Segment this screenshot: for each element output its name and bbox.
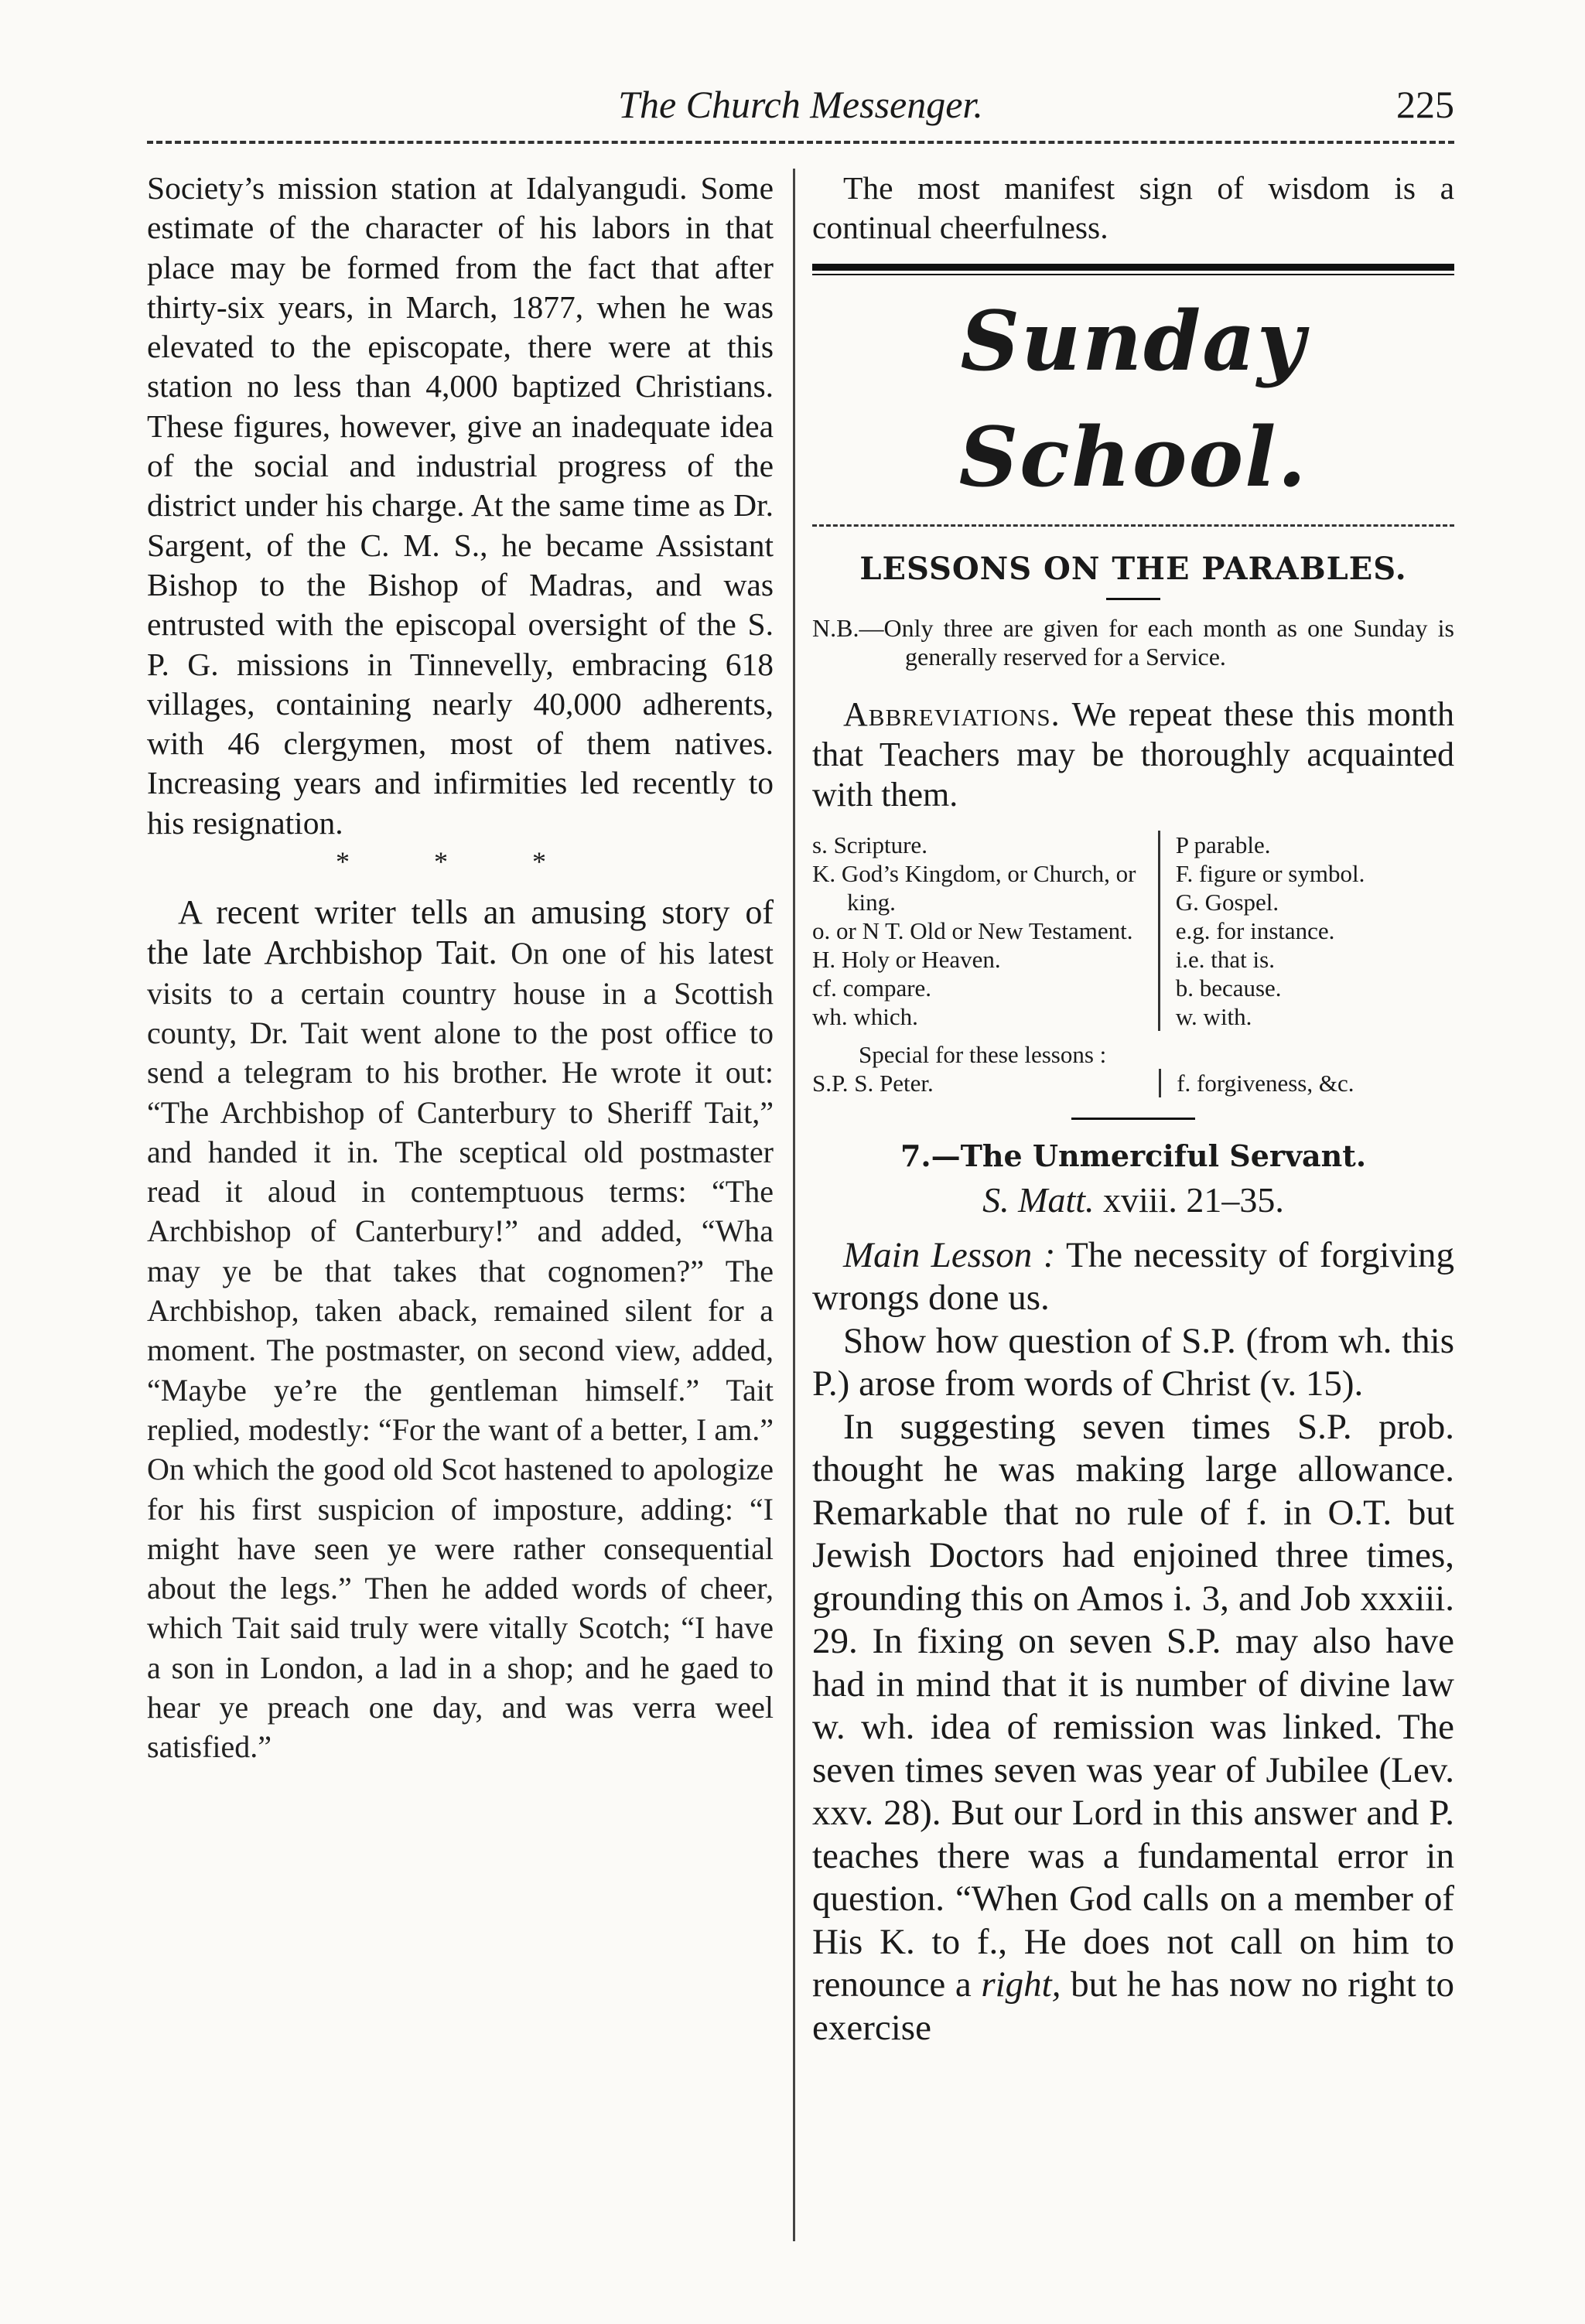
abbrev-item: P parable.: [1175, 831, 1271, 858]
lesson-ref-book: S. Matt.: [982, 1179, 1095, 1220]
lesson-body: [812, 1234, 1454, 2050]
abbrev-item: cf. compare.: [812, 974, 932, 1002]
tait-story-lead: A recent writer tells an amusing story of the late Archbishop Tait.: [147, 893, 774, 972]
nb-note: N.B.—Only three are given for each month as one Sunday is generally reserved for a Service.: [812, 613, 1454, 671]
suggesting-emphasis: right,: [981, 1964, 1061, 2005]
abbreviations-intro: [812, 694, 1454, 815]
abbrev-item: w. with.: [1175, 1002, 1252, 1030]
abbrev-item: s. Scripture.: [812, 831, 927, 858]
abbreviations-table: [812, 831, 1454, 1031]
abbreviations-left-list: [812, 831, 1159, 1031]
dashed-rule: [812, 524, 1454, 527]
lesson-ref-verse: xviii. 21–35.: [1103, 1179, 1284, 1220]
abbreviations-label: Abbreviations.: [843, 694, 1061, 733]
show-paragraph: Show how question of S.P. (from wh. this P.) arose from words of Christ (v. 15).: [812, 1320, 1454, 1404]
special-row: [812, 1069, 1454, 1097]
heavy-rule: [812, 264, 1454, 271]
abbrev-item: b. because.: [1175, 974, 1282, 1002]
suggesting-paragraph: [812, 1406, 1454, 2050]
right-column: [812, 169, 1454, 2049]
thin-rule: [812, 274, 1454, 275]
abbrev-item: wh. which.: [812, 1002, 918, 1030]
special-abbreviations: [812, 1040, 1454, 1097]
abbreviations-text: We repeat these this month that Teachers may be thoroughly acquainted with them.: [812, 694, 1454, 814]
tait-story-body: On one of his latest visits to a certain country house in a Scottish county, Dr. Tait went alone to the post office to send a telegram to his brother. He wrote it out: “The Archbishop of Canterbury to Sheriff Tait,” and handed it in. The sceptical old postmaster read it aloud in contemptuous terms: “The Archbishop of Canterbury!” and added, “Wha may ye be that takes that cognomen?” The Archbishop, taken aback, remained silent for a moment. The postmaster, on second view, added, “Maybe ye’re the gentleman himself.” Tait replied, modestly: “For the want of a better, I am.” On which the good old Scot hastened to apologize for his first suspicion of imposture, adding: “I might have seen ye were rather consequential about the legs.” Then he added words of cheer, which Tait said truly were vitally Scotch; “I have a son in London, a lad in a shop; and he gaed to hear ye preach one day, and was verra weel satisfied.”: [147, 936, 774, 1765]
lesson-title: 7.—The Unmerciful Servant.: [900, 1138, 1367, 1173]
left-paragraph-2: [147, 892, 774, 1767]
abbrev-item: G. Gospel.: [1175, 888, 1279, 916]
column-separator: [793, 169, 795, 2241]
page-number: 225: [1396, 83, 1454, 126]
abbreviations-right-list: [1159, 831, 1454, 1031]
abbrev-item: e.g. for instance.: [1175, 916, 1335, 944]
main-lesson-text: The necessity of forgiving wrongs done us.: [812, 1234, 1454, 1319]
suggesting-text-a: In suggesting seven times S.P. prob. thought he was making large allowance. Remarkable that no rule of f. in O.T. but Jewish Doctors had enjoined three times, grounding this on Amos i. 3, and Job xxxiii. 29. In fixing on seven S.P. may also have had in mind that it is number of divine law w. wh. idea of remission was linked. The seven times seven was year of Jubilee (Lev. xxv. 28). But our Lord in this answer and P. teaches there was a fundamental error in question. “When God calls on a member of His K. to f., He does not call on him to renounce a: [812, 1406, 1454, 2005]
main-lesson-label: Main Lesson :: [843, 1234, 1056, 1275]
special-left: S.P. S. Peter.: [812, 1069, 934, 1097]
left-paragraph-1: Society’s mission station at Idalyangudi. Some estimate of the character of his labors in that place may be formed from the fact that after thirty-six years, in March, 1877, when he was elevated to the episcopate, there were at this station no less than 4,000 baptized Christians. These figures, however, give an inadequate idea of the social and industrial progress of the district under his charge. At the same time as Dr. Sargent, of the C. M. S., he became Assistant Bishop to the Bishop of Madras, and was entrusted with the episcopal oversight of the S. P. G. missions in Tinnevelly, embracing 618 villages, containing nearly 40,000 adherents, with 46 clergymen, most of them natives. Increasing years and infirmities led recently to his resignation.: [147, 170, 774, 841]
abbrev-item: K. God’s Kingdom, or Church, or king.: [812, 859, 1136, 916]
special-right: f. forgiveness, &c.: [1159, 1069, 1354, 1097]
mid-rule: [1071, 1118, 1195, 1120]
lessons-heading: LESSONS ON THE PARABLES.: [859, 550, 1407, 587]
abbrev-item: o. or N T. Old or New Testament.: [812, 916, 1133, 944]
abbrev-item: H. Holy or Heaven.: [812, 945, 1001, 973]
short-rule: [1106, 598, 1160, 600]
abbrev-item: F. figure or symbol.: [1175, 859, 1365, 887]
sunday-school-heading: Sunday School.: [958, 292, 1308, 505]
suggesting-text-b: but he has now no right to exercise: [812, 1964, 1455, 2048]
abbrev-item: i.e. that is.: [1175, 945, 1275, 973]
special-label: Special for these lessons :: [859, 1040, 1107, 1068]
section-separator-stars: * * *: [336, 846, 585, 878]
main-lesson: [812, 1234, 1454, 1320]
running-title: The Church Messenger.: [618, 83, 983, 126]
running-head: [147, 77, 1454, 139]
maxim: The most manifest sign of wisdom is a continual cheerfulness.: [812, 170, 1454, 246]
header-rule: [147, 141, 1454, 144]
left-column: [147, 169, 774, 1767]
lesson-reference: [812, 1177, 1454, 1223]
